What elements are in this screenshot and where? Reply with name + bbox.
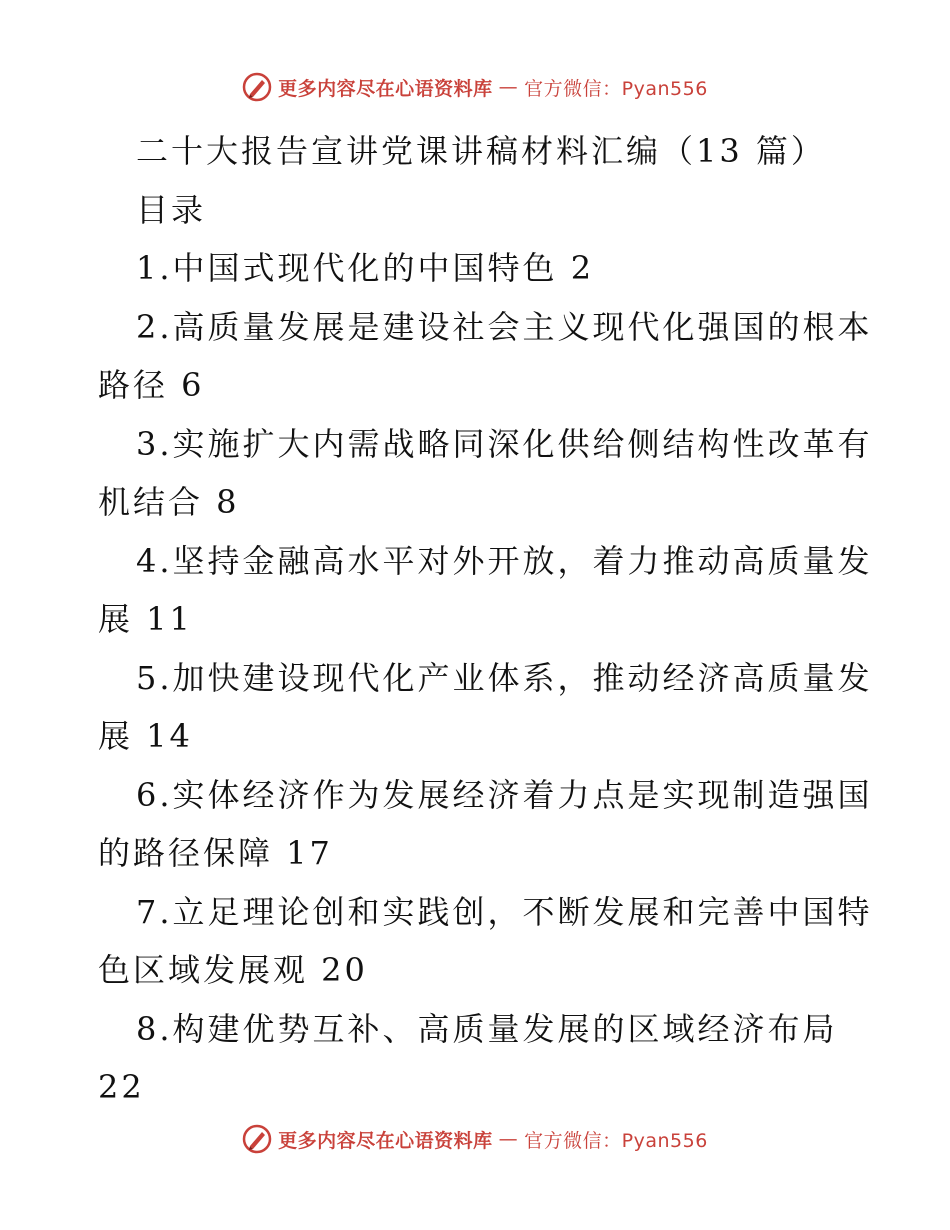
pen-logo-icon	[242, 72, 272, 102]
footer-watermark	[0, 1124, 950, 1154]
toc-item-8	[98, 1000, 858, 1117]
watermark-wechat-text: 官方微信：Pyan556	[524, 77, 708, 100]
watermark-dash: —	[498, 76, 519, 98]
toc-item-1	[98, 239, 858, 298]
toc-item-continuation: 路径 6	[98, 366, 205, 404]
toc-item-continuation: 机结合 8	[98, 483, 240, 521]
toc-heading: 目录	[136, 190, 207, 229]
toc-item-continuation: 展 14	[98, 717, 193, 755]
toc-item-continuation: 的路径保障 17	[98, 834, 333, 872]
watermark-dash: —	[498, 1128, 519, 1150]
toc-item-6	[98, 766, 873, 883]
watermark-main-text: 更多内容尽在心语资料库	[278, 1129, 493, 1152]
toc-item-text: 8.构建优势互补、高质量发展的区域经济布局	[136, 1009, 838, 1048]
toc-item-text: 4.坚持金融高水平对外开放，着力推动高质量发	[136, 541, 873, 580]
toc-item-2	[98, 298, 873, 415]
toc-item-text: 6.实体经济作为发展经济着力点是实现制造强国	[136, 775, 873, 814]
toc-item-continuation: 22	[98, 1068, 145, 1106]
toc-item-continuation: 色区域发展观 20	[98, 951, 368, 989]
toc-item-text: 7.立足理论创和实践创，不断发展和完善中国特	[136, 892, 873, 931]
header-watermark	[0, 72, 950, 102]
toc-item-continuation: 展 11	[98, 600, 193, 638]
toc-item-4	[98, 532, 873, 649]
toc-item-7	[98, 883, 873, 1000]
document-title: 二十大报告宣讲党课讲稿材料汇编（13 篇）	[136, 132, 826, 170]
pen-logo-icon	[242, 1124, 272, 1154]
watermark-wechat-text: 官方微信：Pyan556	[524, 1129, 708, 1152]
watermark-main-text: 更多内容尽在心语资料库	[278, 77, 493, 100]
toc-item-5	[98, 649, 873, 766]
toc-item-text: 2.高质量发展是建设社会主义现代化强国的根本	[136, 307, 873, 346]
toc-item-3	[98, 415, 873, 532]
toc-item-text: 3.实施扩大内需战略同深化供给侧结构性改革有	[136, 424, 873, 463]
toc-item-text: 1.中国式现代化的中国特色 2	[136, 249, 595, 287]
document-body	[98, 122, 873, 1117]
toc-item-text: 5.加快建设现代化产业体系，推动经济高质量发	[136, 658, 873, 697]
